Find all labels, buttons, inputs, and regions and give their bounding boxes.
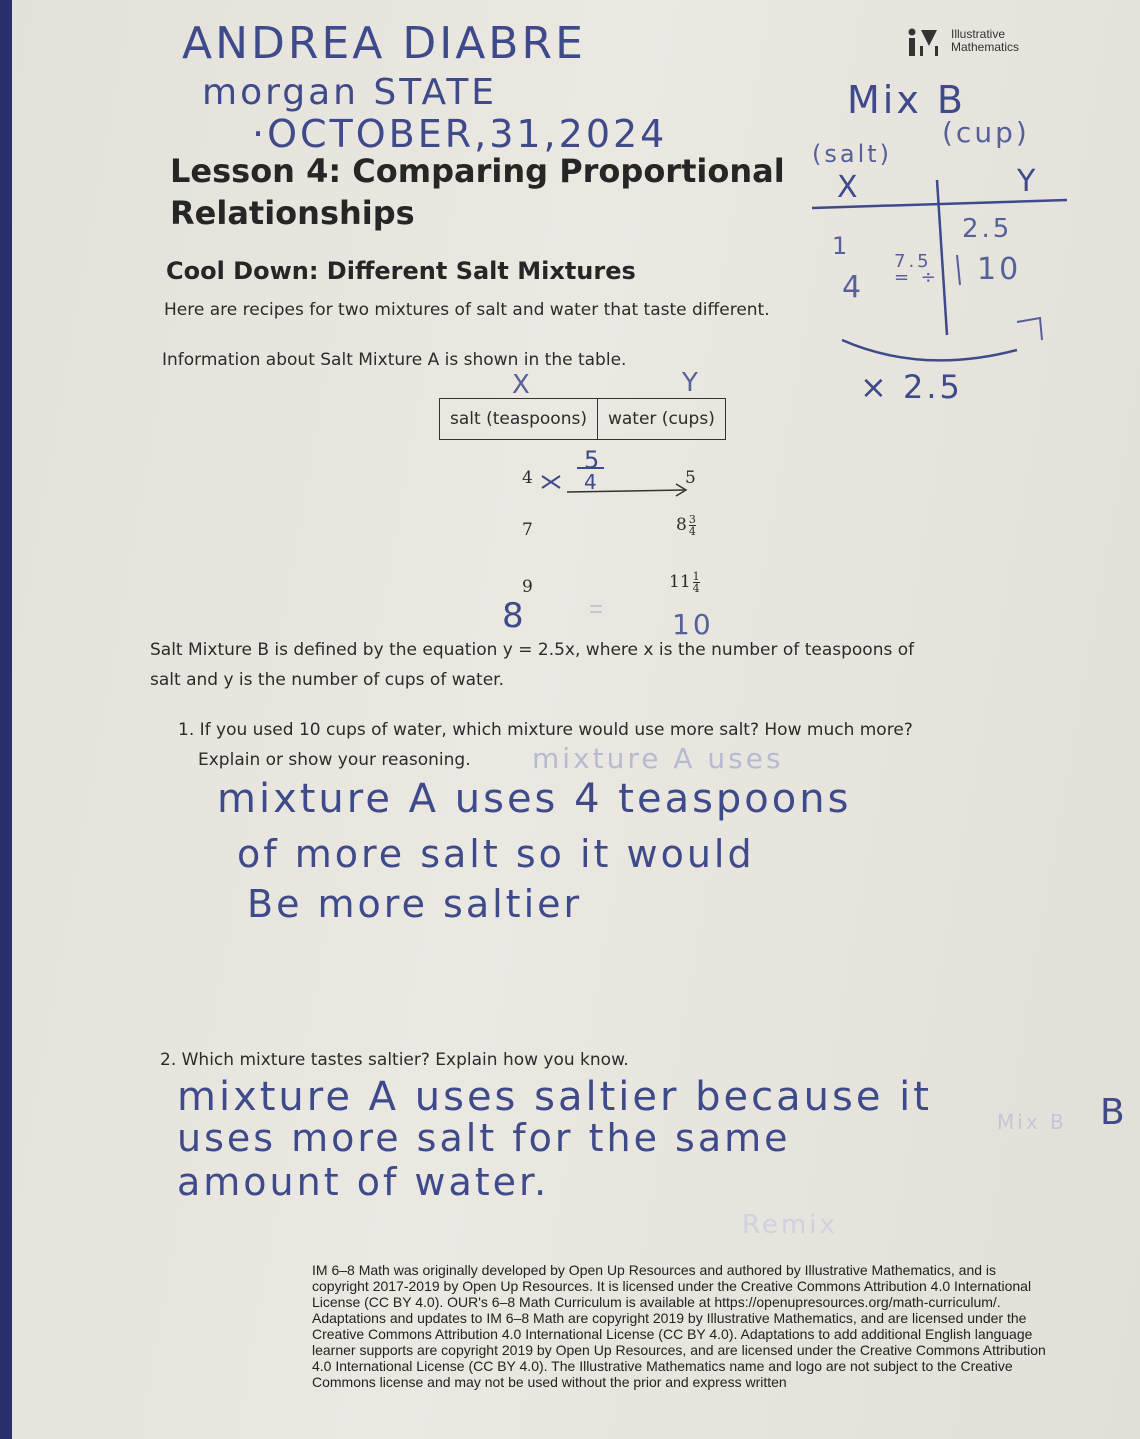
- row3-water-fraction: $\frac{1}{4}$: [692, 570, 700, 595]
- arrow-factor-den: 4: [584, 470, 600, 494]
- mix-b-row2-x4: 4: [842, 270, 865, 305]
- answer-2-line3: amount of water.: [177, 1160, 550, 1204]
- lesson-title-line1: Lesson 4: Comparing Proportional: [170, 152, 785, 190]
- answer-1-line2: of more salt so it would: [237, 832, 755, 876]
- mix-b-row2-x1: 1: [832, 232, 851, 260]
- intro-text: Here are recipes for two mixtures of salt and water that taste different.: [164, 300, 770, 320]
- logo-line1: Illustrative: [951, 27, 1006, 41]
- faded-bottom-note: Remix: [742, 1210, 838, 1240]
- row3-salt: 9: [522, 577, 533, 597]
- row3-water-whole: 11: [669, 572, 691, 592]
- answer-2-line2: uses more salt for the same: [177, 1116, 791, 1160]
- faded-right-note: Mix B: [997, 1110, 1067, 1134]
- answer-1-line1: mixture A uses 4 teaspoons: [217, 776, 852, 822]
- mix-b-col-y: Y: [1017, 164, 1039, 199]
- row2-water-whole: 8: [676, 515, 687, 535]
- mix-b-calculation: 7.5 = ÷: [894, 251, 939, 288]
- mix-b-title: Mix B: [847, 78, 966, 122]
- table-y-label: Y: [682, 368, 701, 398]
- row1-salt: 4: [522, 468, 533, 488]
- salt-header: salt (teaspoons): [440, 399, 598, 440]
- worksheet-page: [12, 0, 1140, 1439]
- table-intro-text: Information about Salt Mixture A is shown in the table.: [162, 350, 627, 370]
- extra-row-water: 10: [672, 608, 714, 641]
- row1-water: 5: [685, 468, 696, 488]
- mix-b-col-x: X: [837, 170, 861, 205]
- mix-b-row1-y: 2.5: [962, 214, 1013, 244]
- question-1-line1: 1. If you used 10 cups of water, which mixture would use more salt? How much more?: [178, 720, 913, 740]
- lesson-title-line2: Relationships: [170, 194, 415, 232]
- row2-salt: 7: [522, 520, 533, 540]
- mix-b-arrow-factor: × 2.5: [860, 368, 963, 406]
- handwritten-date: ·OCTOBER,31,2024: [252, 112, 668, 156]
- salt-column-label: (salt): [812, 140, 893, 168]
- faded-letter-b: B: [1100, 1092, 1128, 1133]
- handwritten-name: ANDREA DIABRE: [182, 18, 586, 69]
- answer-1-line3: Be more saltier: [247, 882, 583, 926]
- question-2: 2. Which mixture tastes saltier? Explain how you know.: [160, 1050, 629, 1070]
- water-header: water (cups): [597, 399, 725, 440]
- answer-1-faded: mixture A uses: [532, 742, 784, 775]
- cup-column-label: (cup): [942, 116, 1030, 149]
- mixture-b-line1: Salt Mixture B is defined by the equation y = 2.5x, where x is the number of teaspoons of: [150, 640, 915, 660]
- license-footer: IM 6–8 Math was originally developed by Open Up Resources and authored by Illustrative Mathematics, and is copyright 2017-2019 by Open Up Resources. It is licensed under the Creative Commons Attribution 4.0 International License (CC BY 4.0). OUR's 6–8 Math Curriculum is available at https://openupresources.org/math-curriculum/. Adaptations and updates to IM 6–8 Math are copyright 2019 by Illustrative Mathematics, and are licensed under the Creative Commons Attribution 4.0 International License (CC BY 4.0). Adaptations to add additional English language learner supports are copyright 2019 by Open Up Resources, and are licensed under the Creative Commons Attribution 4.0 International License (CC BY 4.0). The Illustrative Mathematics name and logo are not subject to the Creative Commons license and may not be used without the prior and express written: [312, 1262, 1046, 1390]
- cool-down-heading: Cool Down: Different Salt Mixtures: [166, 257, 636, 285]
- arrow-factor-num: 5: [584, 446, 603, 474]
- table-x-label: X: [512, 370, 533, 400]
- mix-b-row2-y: 10: [977, 252, 1022, 287]
- answer-2-line1: mixture A uses saltier because it: [177, 1074, 932, 1120]
- row2-water-fraction: $\frac{3}{4}$: [688, 513, 696, 538]
- question-1-line2: Explain or show your reasoning.: [198, 750, 471, 770]
- handwritten-school: morgan STATE: [202, 72, 498, 113]
- handwritten-strokes: [12, 0, 1140, 1439]
- extra-row-salt: 8: [502, 596, 527, 636]
- mixture-b-line2: salt and y is the number of cups of water.: [150, 670, 504, 690]
- logo-line2: Mathematics: [951, 40, 1020, 54]
